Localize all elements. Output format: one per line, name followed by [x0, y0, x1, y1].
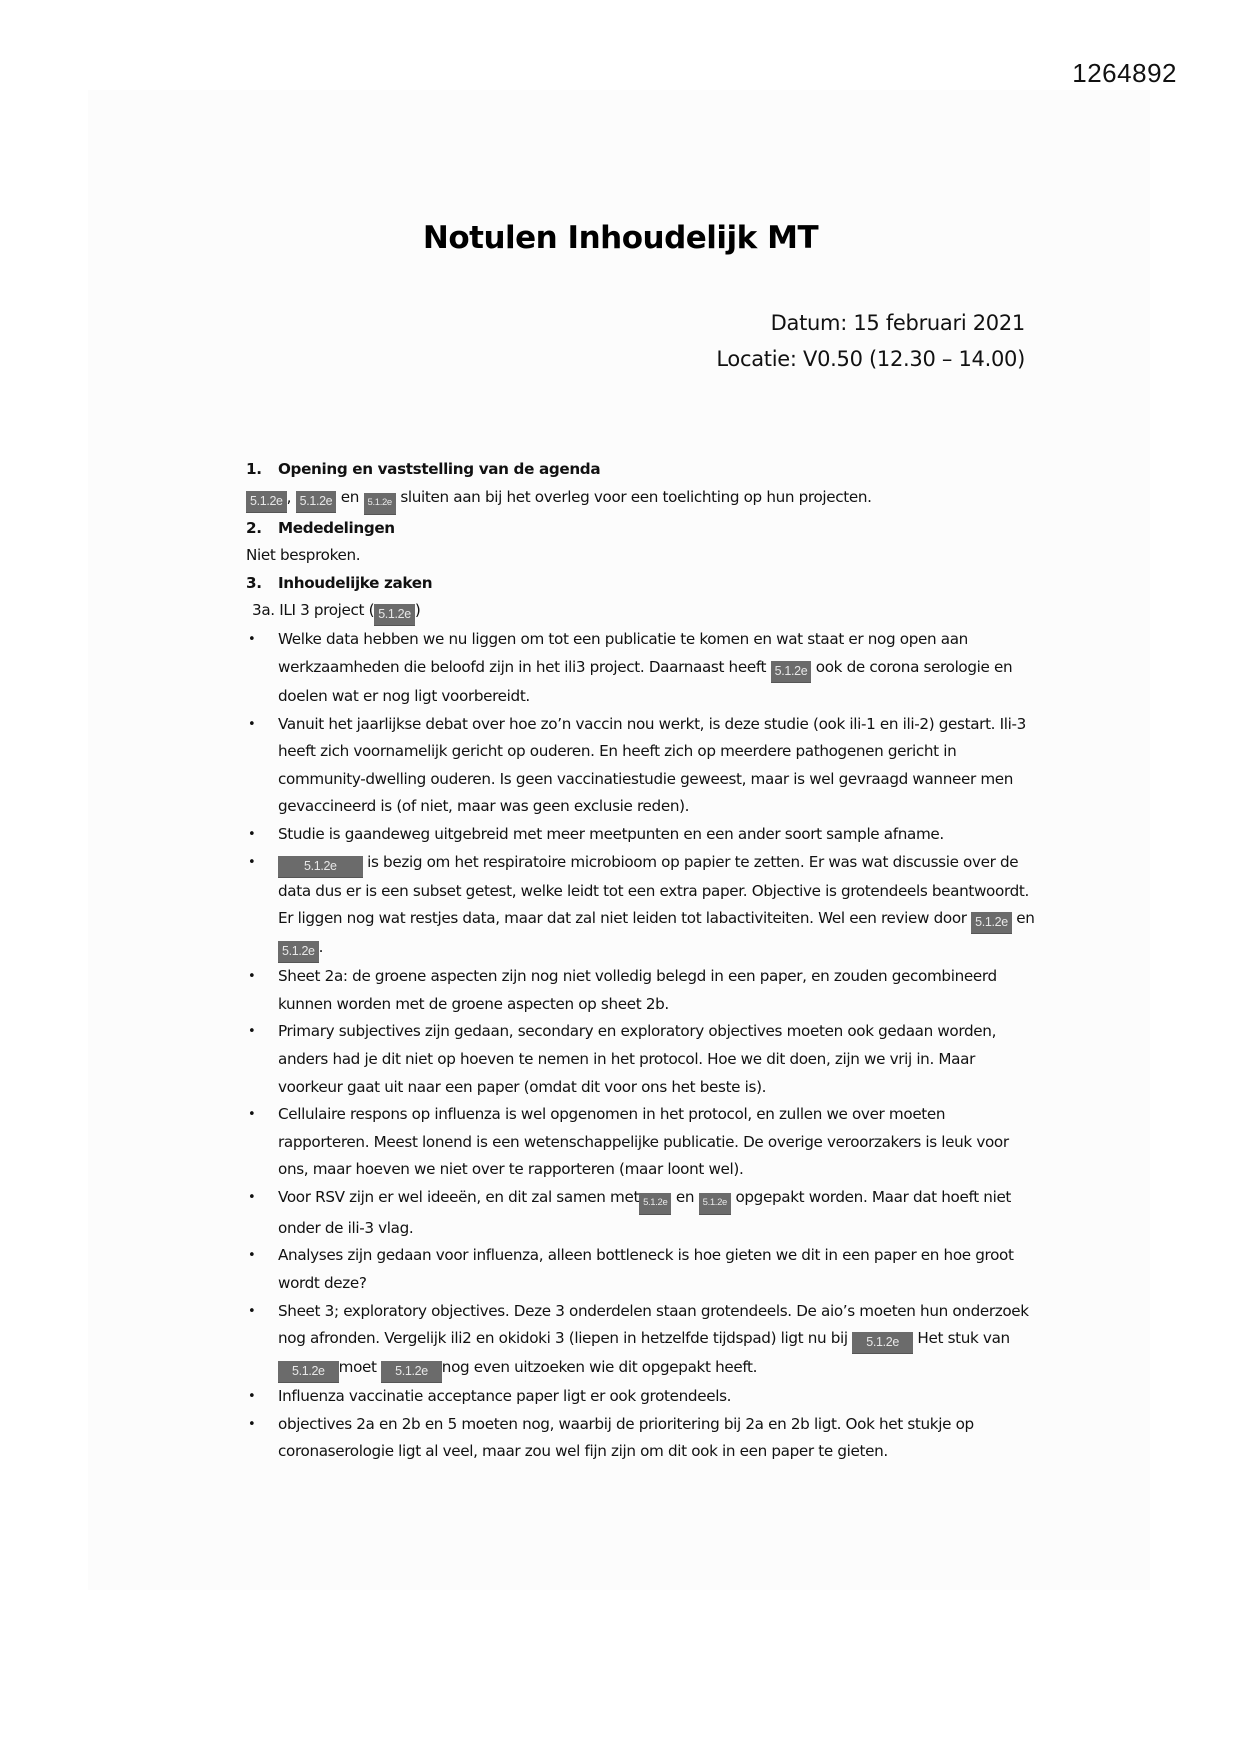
redaction-box: 5.1.2e — [278, 856, 363, 878]
redaction-box: 5.1.2e — [699, 1193, 731, 1215]
redaction-box: 5.1.2e — [852, 1332, 913, 1354]
list-item: • Sheet 2a: de groene aspecten zijn nog niet volledig belegd in een paper, en zouden gecombineerd kunnen worden met de groene aspecten op sheet 2b. — [246, 963, 1036, 1018]
redaction-box: 5.1.2e — [639, 1193, 671, 1215]
list-item: • Voor RSV zijn er wel ideeën, en dit zal samen met 5.1.2e en 5.1.2e opgepakt worden. Maar dat hoeft niet onder de ili-3 vlag. — [246, 1184, 1036, 1243]
bullet-icon: • — [248, 826, 256, 842]
bullet-icon: • — [248, 1303, 256, 1319]
bullet-icon: • — [248, 716, 256, 732]
bullet-icon: • — [248, 1416, 256, 1432]
list-item: • Sheet 3; exploratory objectives. Deze 3 onderdelen staan grotendeels. De aio’s moeten hun onderzoek nog afronden. Vergelijk ili2 en okidoki 3 (liepen in hetzelfde tijdspad) ligt nu bij 5.1.2e Het stuk van5.1.2e moet 5.1.2e nog even uitzoeken wie dit opgepakt heeft. — [246, 1298, 1036, 1384]
bullet-icon: • — [248, 1389, 256, 1405]
list-item: • Studie is gaandeweg uitgebreid met meer meetpunten en een ander soort sample afname. — [246, 821, 1036, 849]
section-heading-2: 2. Mededelingen — [246, 518, 395, 537]
redaction-box: 5.1.2e — [364, 493, 396, 515]
redaction-box: 5.1.2e — [278, 941, 319, 963]
redaction-box: 5.1.2e — [374, 604, 415, 626]
meeting-meta — [716, 305, 1025, 377]
section-heading-3: 3. Inhoudelijke zaken — [246, 573, 433, 592]
section-2-text: Niet besproken. — [246, 546, 361, 565]
document-id: 1264892 — [1072, 58, 1177, 88]
section-1-text: 5.1.2e , 5.1.2e en 5.1.2e sluiten aan bij het overleg voor een toelichting op hun projecten. — [246, 484, 1036, 515]
list-item: • Welke data hebben we nu liggen om tot een publicatie te komen en wat staat er nog open aan werkzaamheden die beloofd zijn in het ili3 project. Daarnaast heeft 5.1.2e ook de corona serologie en doelen wat er nog ligt voorbereidt. — [246, 626, 1036, 710]
list-item: • Cellulaire respons op influenza is wel opgenomen in het protocol, en zullen we over moeten rapporteren. Meest lonend is een wetenschappelijke publicatie. De overige veroorzakers is leuk voor ons, maar hoeven we niet over te rapporteren (maar loont wel). — [246, 1101, 1036, 1184]
bullet-list — [246, 626, 1036, 1466]
bullet-icon: • — [248, 632, 256, 648]
list-item: • objectives 2a en 2b en 5 moeten nog, waarbij de prioritering bij 2a en 2b ligt. Ook het stukje op coronaserologie ligt al veel, maar zou wel fijn zijn om dit ook in een paper te gieten. — [246, 1411, 1036, 1466]
redaction-box: 5.1.2e — [296, 491, 337, 513]
bullet-icon: • — [248, 1107, 256, 1123]
redaction-box: 5.1.2e — [971, 912, 1012, 934]
meeting-date: Datum: 15 februari 2021 — [770, 311, 1025, 335]
bullet-icon: • — [248, 969, 256, 985]
redaction-box: 5.1.2e — [381, 1361, 442, 1383]
section-heading-1: 1. Opening en vaststelling van de agenda — [246, 460, 601, 478]
list-item: • Analyses zijn gedaan voor influenza, alleen bottleneck is hoe gieten we dit in een paper en hoe groot wordt deze? — [246, 1242, 1036, 1297]
bullet-icon: • — [248, 854, 256, 870]
document-title: Notulen Inhoudelijk MT — [422, 220, 819, 256]
bullet-icon: • — [248, 1024, 256, 1040]
meeting-location: Locatie: V0.50 (12.30 – 14.00) — [716, 347, 1025, 371]
list-item: • Vanuit het jaarlijkse debat over hoe zo’n vaccin nou werkt, is deze studie (ook ili-1 en ili-2) gestart. Ili-3 heeft zich voornamelijk gericht op ouderen. En heeft zich op meerdere pathogenen gericht in community-dwelling ouderen. Is geen vaccinatiestudie geweest, maar is wel gevraagd wanneer men gevaccineerd is (of niet, maar was geen exclusie reden). — [246, 711, 1036, 821]
bullet-icon: • — [248, 1248, 256, 1264]
list-item: • 5.1.2e is bezig om het respiratoire microbioom op papier te zetten. Er was wat discussie over de data dus er is een subset getest, welke leidt tot een extra paper. Objective is grotendeels beantwoordt. Er liggen nog wat restjes data, maar dat zal niet leiden tot labactiviteiten. Wel een review door 5.1.2e en 5.1.2e . — [246, 849, 1036, 964]
list-item: • Primary subjectives zijn gedaan, secondary en exploratory objectives moeten ook gedaan worden, anders had je dit niet op hoeven te nemen in het protocol. Hoe we dit doen, zijn we vrij in. Maar voorkeur gaat uit naar een paper (omdat dit voor ons het beste is). — [246, 1018, 1036, 1101]
bullet-icon: • — [248, 1189, 256, 1205]
list-item: • Influenza vaccinatie acceptance paper ligt er ook grotendeels. — [246, 1383, 1036, 1411]
redaction-box: 5.1.2e — [771, 661, 812, 683]
redaction-box: 5.1.2e — [278, 1361, 339, 1383]
subheading-3a: 3a. ILI 3 project ( 5.1.2e ) — [246, 597, 1036, 626]
minutes-body — [246, 456, 1036, 1466]
redaction-box: 5.1.2e — [246, 491, 287, 513]
